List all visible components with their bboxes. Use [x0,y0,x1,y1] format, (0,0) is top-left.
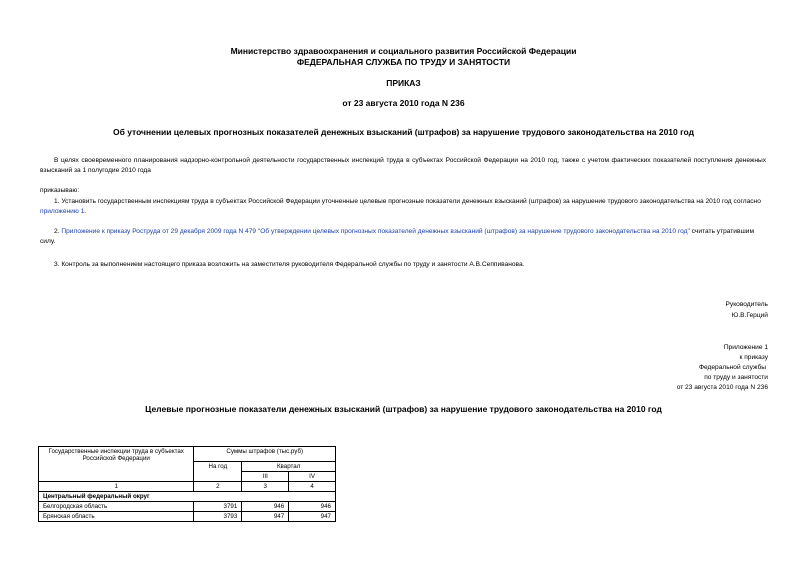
signature-name: Ю.В.Герций [731,312,768,319]
table-row [39,512,336,522]
region-name: Белгородская область [39,502,194,512]
q4-value: 947 [289,512,336,522]
order-word: приказываю: [40,187,80,194]
col-number-1: 1 [39,482,194,492]
appendix-line-2: к приказу [739,354,768,361]
col-year-header: На год [194,462,242,482]
year-value: 3793 [194,512,242,522]
service-name: ФЕДЕРАЛЬНАЯ СЛУЖБА ПО ТРУДУ И ЗАНЯТОСТИ [296,57,511,67]
item-1-text: 1. Установить государственным инспекциям труда в субъектах Российской Федерации уточненные целевые прогнозные показатели денежных взысканий (штрафов) за нарушение трудового законодательства на 2010 год согласно [54,198,761,205]
q4-value: 946 [289,502,336,512]
signature-role: Руководитель [725,301,768,308]
appendix-line-3: Федеральной службы [698,364,766,371]
appendix-line-1: Приложение 1 [723,344,768,351]
col-sums-header: Суммы штрафов (тыс.руб) [194,447,336,462]
col-quarter-header: Квартал [242,462,336,472]
appendix-1-link[interactable]: приложению 1 [40,208,85,215]
appendix-line-4: по труду и занятости [704,374,768,381]
document-title: Об уточнении целевых прогнозных показателей денежных взысканий (штрафов) за нарушение трудового законодательства на 2010 год [112,127,695,137]
col-number-2: 2 [194,482,242,492]
ministry-name: Министерство здравоохранения и социального развития Российской Федерации [230,46,577,56]
col-q4-header: IV [289,472,336,482]
col-number-3: 3 [242,482,289,492]
document-date: от 23 августа 2010 года N 236 [342,98,465,108]
q3-value: 946 [242,502,289,512]
item-1-end: . [84,208,87,215]
year-value: 3791 [194,502,242,512]
section-label: Центральный федеральный округ [39,492,336,502]
col-q3-header: III [242,472,289,482]
region-name: Брянская область [39,512,194,522]
intro-paragraph: В целях своевременного планирования надзорно-контрольной деятельности государственных инспекций труда в субъектах Российской Федерации на 2010 год, также с учетом фактических показателей поступления денежных взысканий за 1 полугодие 2010 года [40,157,766,174]
item-2-end: считать утратившим силу. [40,228,754,245]
item-3: 3. Контроль за выполнением настоящего приказа возложить на заместителя руководителя Федеральной службы по труду и занятости А.В.Сеппиванова. [54,261,525,268]
item-1 [40,197,766,217]
order-479-link[interactable]: Приложение к приказу Роструда от 29 декабря 2009 года N 479 "Об утверждении целевых прогнозных показателей денежных взысканий (штрафов) за нарушение трудового законодательства на 2010 год" [61,228,690,235]
q3-value: 947 [242,512,289,522]
item-2-num: 2. [54,228,62,235]
fines-table [38,446,336,522]
col-number-4: 4 [289,482,336,492]
appendix-line-5: от 23 августа 2010 года N 236 [676,384,768,391]
table-row [39,502,336,512]
item-2 [40,227,770,247]
document-type: ПРИКАЗ [386,78,421,88]
table-section-row [39,492,336,502]
col-inspections-header: Государственные инспекции труда в субъектах Российской Федерации [39,447,194,482]
table-number-row [39,482,336,492]
appendix-title: Целевые прогнозные показатели денежных взысканий (штрафов) за нарушение трудового законодательства на 2010 год [145,404,662,414]
table-header-row [39,447,336,462]
